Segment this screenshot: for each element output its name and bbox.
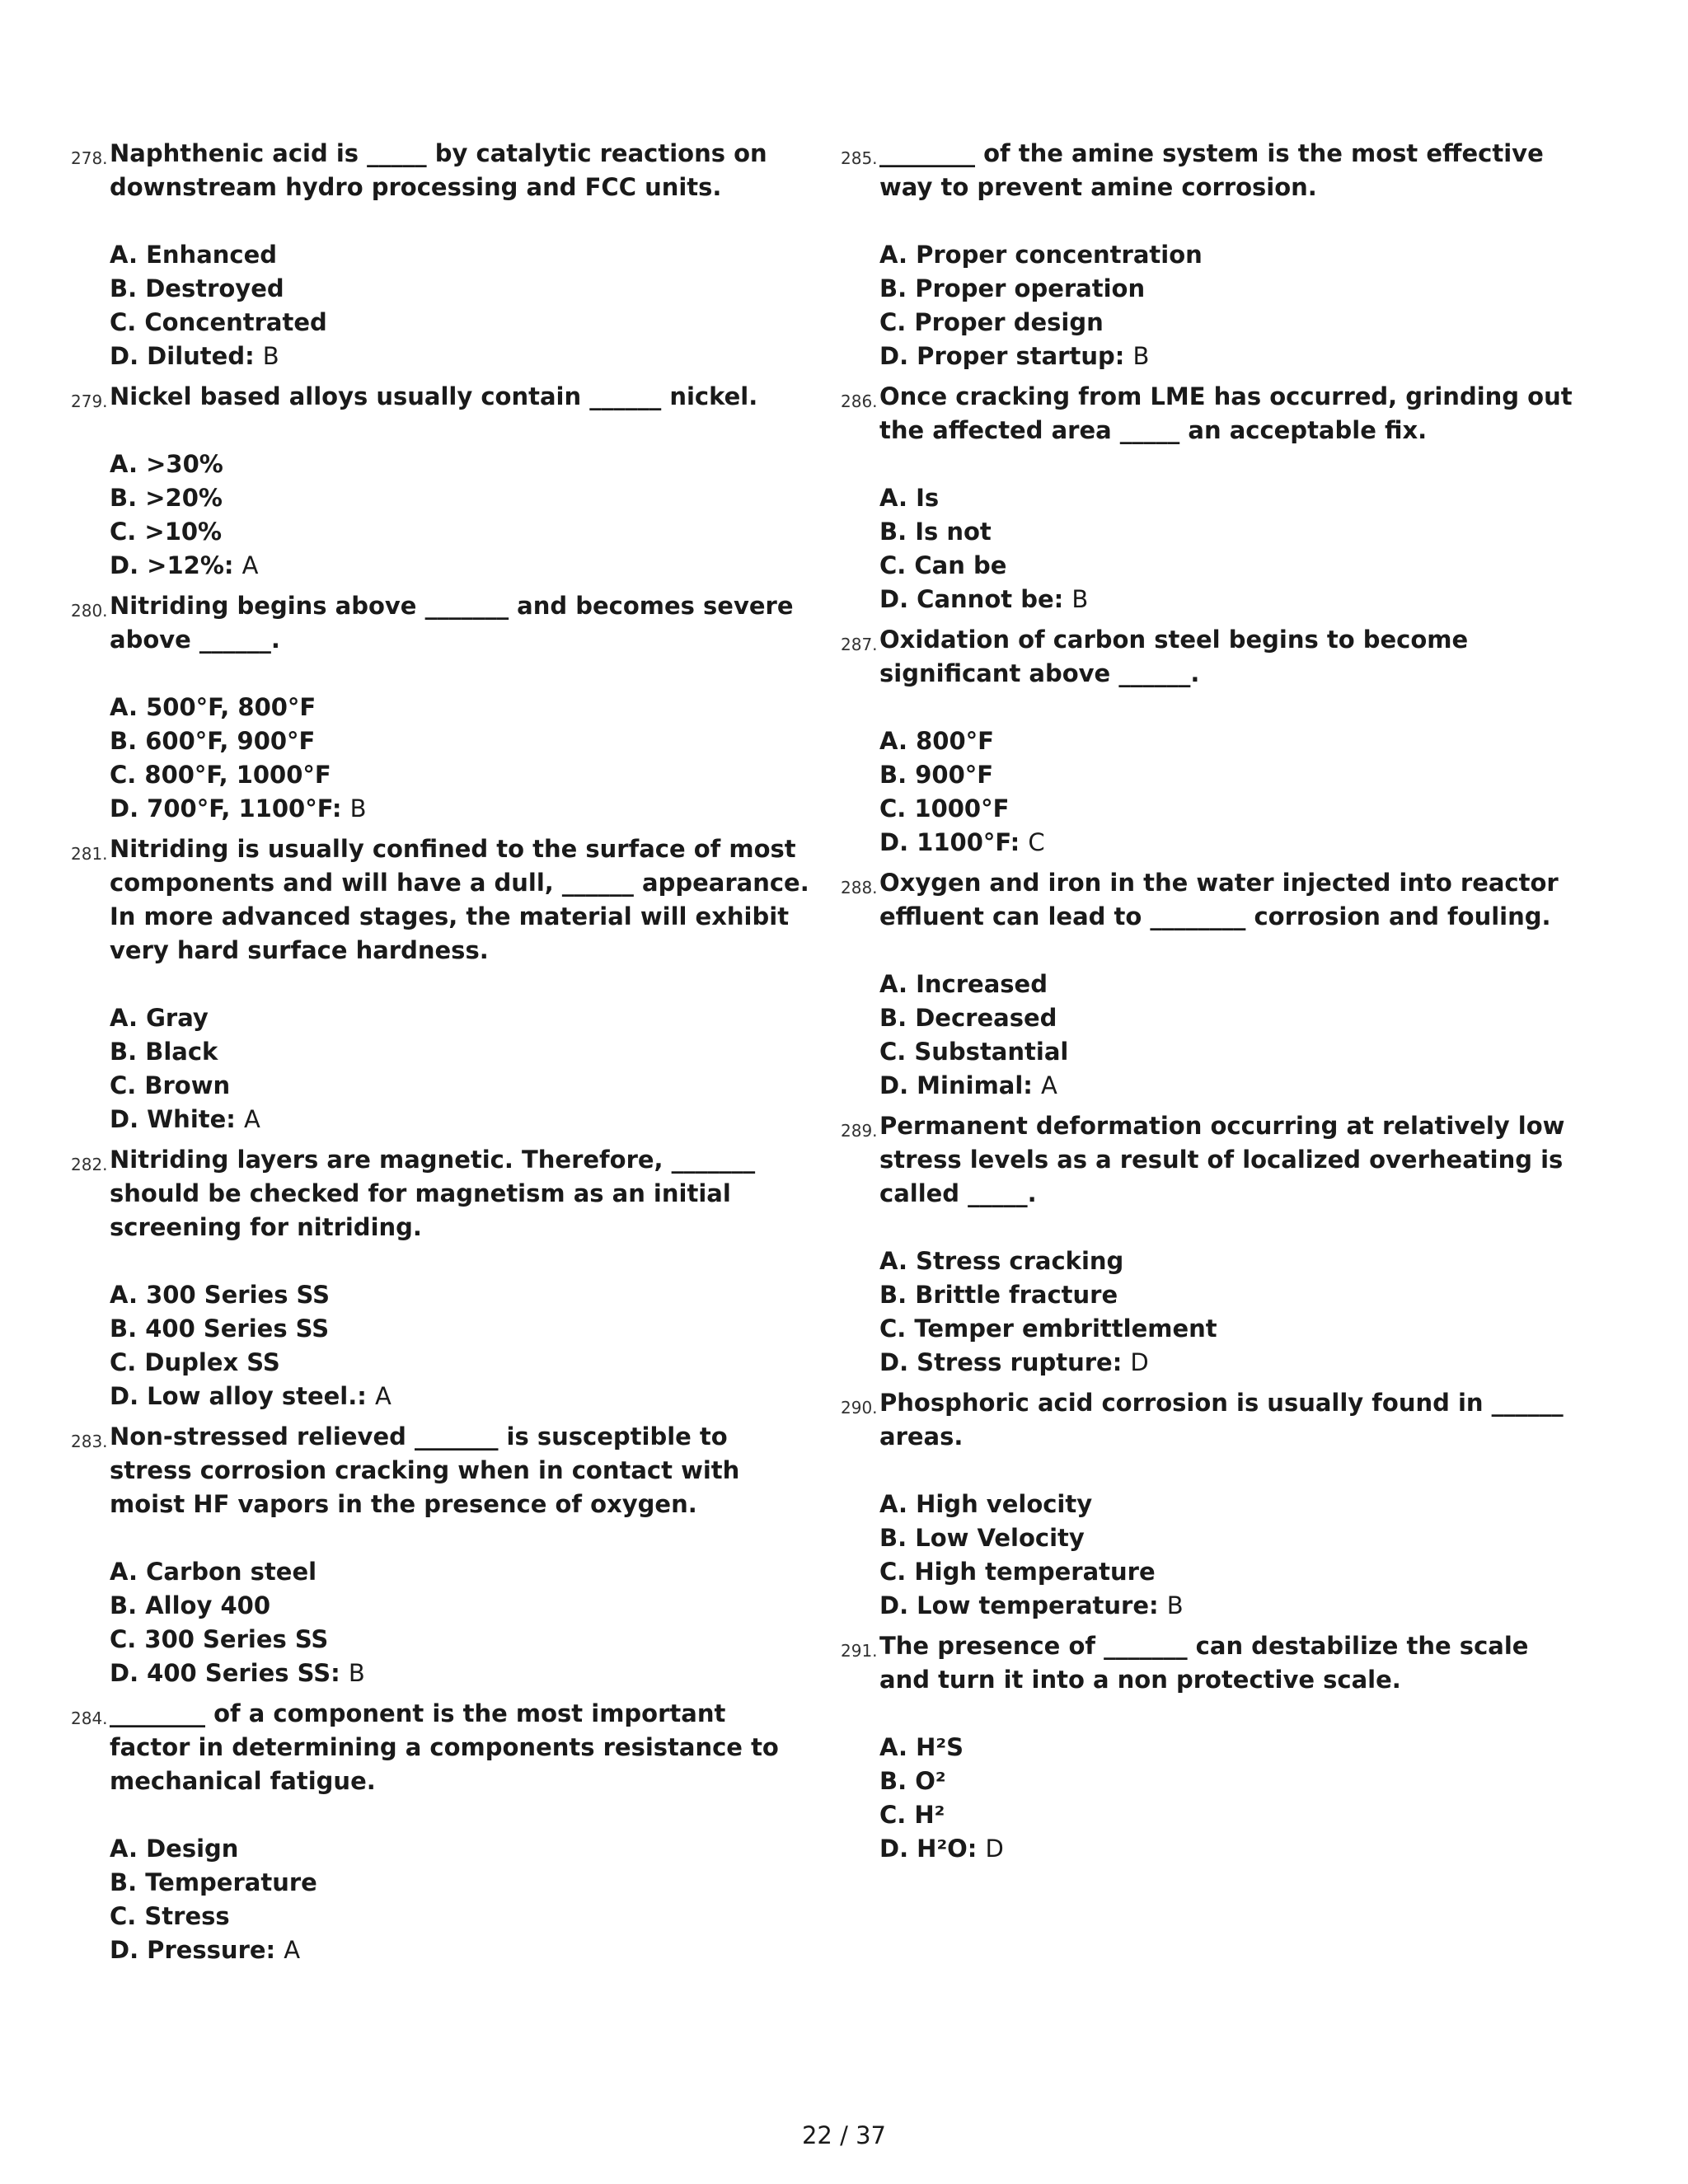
option-d xyxy=(879,1832,1582,1866)
question-286 xyxy=(841,380,1582,616)
option-c: C. Duplex SS xyxy=(110,1348,280,1376)
question-number: 281. xyxy=(71,844,108,864)
answer-key: B xyxy=(349,794,367,823)
question-284 xyxy=(71,1697,813,1967)
option-a: A. Is xyxy=(879,484,940,512)
option-b: B. Black xyxy=(110,1038,218,1066)
question-278 xyxy=(71,137,813,373)
answer-options xyxy=(879,968,1582,1103)
answer-key: A xyxy=(1041,1071,1057,1099)
option-a: A. H²S xyxy=(879,1733,964,1761)
question-text: Oxidation of carbon steel begins to become significant above ______. xyxy=(879,626,1469,687)
answer-key: B xyxy=(262,342,279,370)
option-a: A. Enhanced xyxy=(110,241,278,269)
question-290 xyxy=(841,1386,1582,1623)
question-number: 283. xyxy=(71,1432,108,1451)
option-d-label: D. Cannot be: xyxy=(879,585,1064,613)
option-a: A. 500°F, 800°F xyxy=(110,693,316,721)
option-c: C. Brown xyxy=(110,1071,231,1099)
question-text: ________ of the amine system is the most effective way to prevent amine corrosion. xyxy=(879,139,1544,201)
option-c: C. 1000°F xyxy=(879,794,1010,823)
option-c: C. >10% xyxy=(110,518,223,546)
question-number: 289. xyxy=(841,1121,878,1141)
option-d-label: D. >12%: xyxy=(110,551,234,579)
option-a: A. Stress cracking xyxy=(879,1247,1124,1275)
option-d xyxy=(110,1380,813,1413)
answer-options xyxy=(879,1731,1582,1866)
question-number: 286. xyxy=(841,391,878,411)
option-a: A. Increased xyxy=(879,970,1048,998)
option-d-label: D. Proper startup: xyxy=(879,342,1125,370)
option-c: C. Can be xyxy=(879,551,1007,579)
option-b: B. Proper operation xyxy=(879,274,1146,302)
question-text: Permanent deformation occurring at relatively low stress levels as a result of localized overheating is called _____. xyxy=(879,1112,1565,1207)
option-b: B. Decreased xyxy=(879,1004,1057,1032)
question-280 xyxy=(71,589,813,826)
question-291 xyxy=(841,1629,1582,1866)
question-285 xyxy=(841,137,1582,373)
option-a: A. High velocity xyxy=(879,1490,1093,1518)
option-d-label: D. Diluted: xyxy=(110,342,255,370)
option-b: B. Brittle fracture xyxy=(879,1281,1118,1309)
option-d-label: D. 400 Series SS: xyxy=(110,1659,340,1687)
question-288 xyxy=(841,866,1582,1103)
option-d xyxy=(110,549,813,583)
option-a: A. Design xyxy=(110,1835,239,1863)
answer-key: B xyxy=(1132,342,1150,370)
option-c: C. 800°F, 1000°F xyxy=(110,761,331,789)
question-282 xyxy=(71,1143,813,1413)
option-d-label: D. White: xyxy=(110,1105,236,1133)
option-b: B. 900°F xyxy=(879,761,994,789)
option-c: C. 300 Series SS xyxy=(110,1625,329,1653)
question-283 xyxy=(71,1420,813,1690)
option-b: B. >20% xyxy=(110,484,223,512)
option-a: A. 800°F xyxy=(879,727,994,755)
option-d-label: D. Minimal: xyxy=(879,1071,1033,1099)
option-d-label: D. 1100°F: xyxy=(879,828,1020,856)
answer-options xyxy=(879,1244,1582,1380)
question-number: 288. xyxy=(841,878,878,898)
option-d xyxy=(110,1657,813,1690)
option-d xyxy=(879,583,1582,616)
question-number: 278. xyxy=(71,148,108,168)
option-c: C. Substantial xyxy=(879,1038,1069,1066)
answer-options xyxy=(110,691,813,826)
answer-options xyxy=(110,1832,813,1967)
answer-options xyxy=(110,1278,813,1413)
question-text: Oxygen and iron in the water injected into reactor effluent can lead to ________ corrosion and fouling. xyxy=(879,869,1559,930)
question-text: Nitriding layers are magnetic. Therefore, _______ should be checked for magnetism as an initial screening for nitriding. xyxy=(110,1146,756,1241)
option-b: B. O² xyxy=(879,1767,946,1795)
question-number: 291. xyxy=(841,1641,878,1661)
question-text: Non-stressed relieved _______ is susceptible to stress corrosion cracking when in contact with moist HF vapors in the presence of oxygen. xyxy=(110,1422,740,1518)
question-289 xyxy=(841,1109,1582,1380)
option-d-label: D. Pressure: xyxy=(110,1936,276,1964)
question-text: Nickel based alloys usually contain ______ nickel. xyxy=(110,382,758,410)
answer-options xyxy=(879,238,1582,373)
option-b: B. Alloy 400 xyxy=(110,1591,270,1619)
option-b: B. Destroyed xyxy=(110,274,284,302)
question-number: 279. xyxy=(71,391,108,411)
option-c: C. Stress xyxy=(110,1902,230,1930)
question-number: 290. xyxy=(841,1398,878,1418)
option-d xyxy=(879,1589,1582,1623)
answer-options xyxy=(110,1001,813,1137)
option-d xyxy=(110,792,813,826)
question-text: Naphthenic acid is _____ by catalytic reactions on downstream hydro processing and FCC units. xyxy=(110,139,767,201)
option-c: C. High temperature xyxy=(879,1558,1156,1586)
page-number: 22 / 37 xyxy=(801,2121,886,2149)
right-column xyxy=(841,137,1582,1872)
option-a: A. >30% xyxy=(110,450,223,478)
option-d xyxy=(110,1933,813,1967)
option-a: A. Proper concentration xyxy=(879,241,1203,269)
option-d xyxy=(110,340,813,373)
question-text: Nitriding is usually confined to the surface of most components and will have a dull, ______ appearance. In more advanced stages, the material will exhibit very hard surface hardness. xyxy=(110,835,809,964)
answer-key: D xyxy=(1130,1348,1149,1376)
answer-options xyxy=(110,1555,813,1690)
question-text: Once cracking from LME has occurred, grinding out the affected area _____ an acceptable fix. xyxy=(879,382,1573,444)
option-d xyxy=(110,1103,813,1137)
option-c: C. Temper embrittlement xyxy=(879,1315,1217,1343)
option-d-label: D. Stress rupture: xyxy=(879,1348,1123,1376)
answer-key: A xyxy=(374,1382,392,1410)
question-279 xyxy=(71,380,813,583)
option-d xyxy=(879,826,1582,860)
question-text: ________ of a component is the most important factor in determining a components resistance to mechanical fatigue. xyxy=(110,1699,779,1795)
option-d xyxy=(879,1346,1582,1380)
option-a: A. Gray xyxy=(110,1004,209,1032)
option-d-label: D. Low temperature: xyxy=(879,1591,1159,1619)
question-number: 285. xyxy=(841,148,878,168)
answer-key: B xyxy=(348,1659,365,1687)
option-d xyxy=(879,1069,1582,1103)
answer-key: A xyxy=(244,1105,260,1133)
answer-key: A xyxy=(284,1936,301,1964)
answer-options xyxy=(110,238,813,373)
question-number: 287. xyxy=(841,635,878,654)
answer-options xyxy=(879,1488,1582,1623)
option-c: C. Concentrated xyxy=(110,308,327,336)
question-number: 284. xyxy=(71,1708,108,1728)
answer-key: B xyxy=(1071,585,1089,613)
option-c: C. H² xyxy=(879,1801,945,1829)
answer-options xyxy=(879,724,1582,860)
option-b: B. 600°F, 900°F xyxy=(110,727,316,755)
answer-key: D xyxy=(985,1835,1004,1863)
question-text: Nitriding begins above _______ and becomes severe above ______. xyxy=(110,592,794,654)
answer-options xyxy=(879,481,1582,616)
option-b: B. 400 Series SS xyxy=(110,1315,330,1343)
option-c: C. Proper design xyxy=(879,308,1104,336)
answer-key: B xyxy=(1166,1591,1184,1619)
option-d-label: D. Low alloy steel.: xyxy=(110,1382,367,1410)
question-number: 282. xyxy=(71,1155,108,1174)
left-column xyxy=(71,137,813,1974)
option-b: B. Temperature xyxy=(110,1868,317,1896)
option-b: B. Low Velocity xyxy=(879,1524,1085,1552)
question-text: Phosphoric acid corrosion is usually found in ______ areas. xyxy=(879,1389,1564,1451)
question-287 xyxy=(841,623,1582,860)
answer-key: C xyxy=(1028,828,1045,856)
question-text: The presence of _______ can destabilize the scale and turn it into a non protective scale. xyxy=(879,1632,1529,1694)
option-a: A. 300 Series SS xyxy=(110,1281,331,1309)
answer-key: A xyxy=(241,551,259,579)
question-281 xyxy=(71,832,813,1137)
option-b: B. Is not xyxy=(879,518,992,546)
option-d-label: D. 700°F, 1100°F: xyxy=(110,794,342,823)
option-d-label: D. H²O: xyxy=(879,1835,978,1863)
question-number: 280. xyxy=(71,601,108,621)
option-d xyxy=(879,340,1582,373)
answer-options xyxy=(110,448,813,583)
option-a: A. Carbon steel xyxy=(110,1558,317,1586)
